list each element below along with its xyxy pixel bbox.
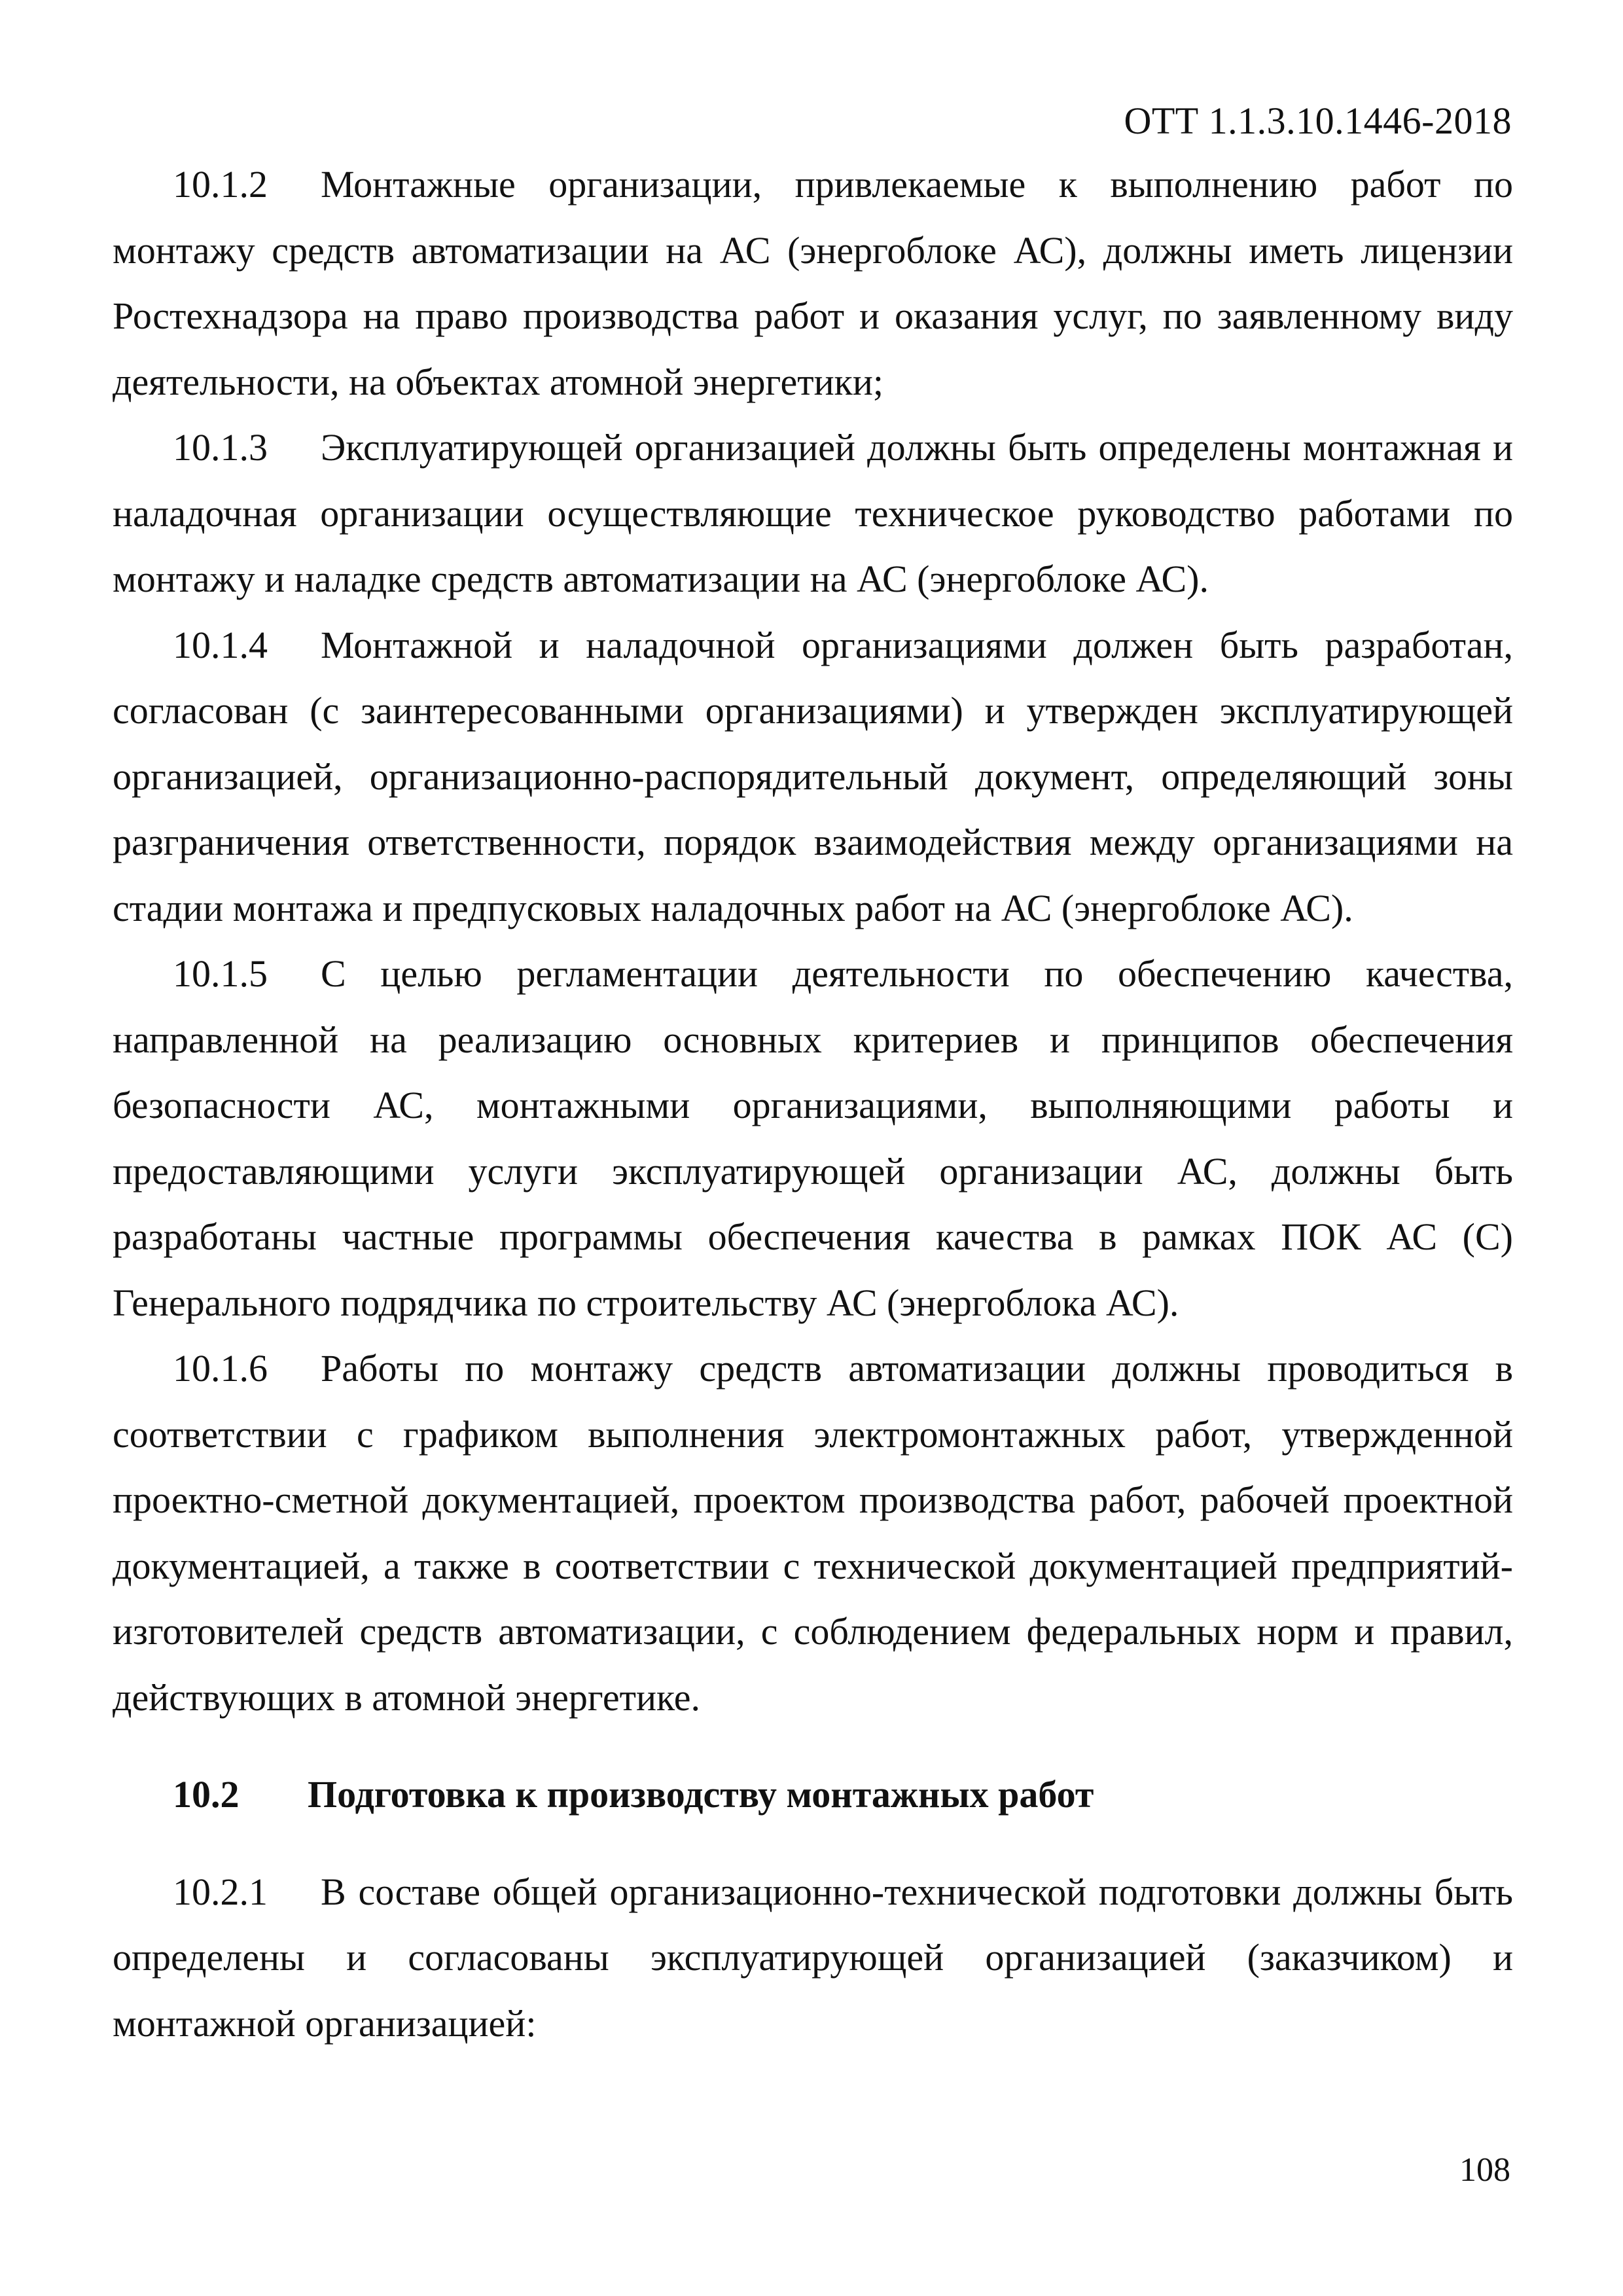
document-code: ОТТ 1.1.3.10.1446-2018 [1124,99,1512,142]
paragraph-number: 10.2.1 [173,1870,268,1913]
paragraph-number: 10.1.4 [173,623,268,666]
paragraph-text: С целью регламентации деятельности по обеспечению качества, направленной на реализацию основных критериев и принципов обеспечения безопасности АС, монтажными организациями, выполняющими работы и предоставляющими услуги эксплуатирующей организации АС, должны быть разработаны частные программы обеспечения качества в рамках ПОК АС (С) Генерального подрядчика по строительству АС (энергоблока АС). [113,952,1513,1324]
paragraph-10-1-5 [113,941,1513,1336]
paragraph-10-1-4 [113,613,1513,942]
section-number: 10.2 [173,1773,240,1816]
paragraph-text: Эксплуатирующей организацией должны быть определены монтажная и наладочная организации осуществляющие техническое руководство работами по монтажу и наладке средств автоматизации на АС (энергоблоке АС). [113,426,1513,600]
paragraph-number: 10.1.3 [173,426,268,469]
section-heading-10-2 [113,1731,1513,1859]
paragraph-number: 10.1.5 [173,952,268,995]
page-number: 108 [1459,2151,1510,2189]
paragraph-text: В составе общей организационно-технической подготовки должны быть определены и согласованы эксплуатирующей организацией (заказчиком) и монтажной организацией: [113,1870,1513,2045]
paragraph-10-1-3 [113,415,1513,613]
paragraph-10-1-2 [113,152,1513,415]
paragraph-10-1-6 [113,1336,1513,1731]
paragraph-number: 10.1.6 [173,1347,268,1390]
paragraph-text: Работы по монтажу средств автоматизации должны проводиться в соответствии с графиком выполнения электромонтажных работ, утвержденной проектно-сметной документацией, проектом производства работ, рабочей проектной документацией, а также в соответствии с технической документацией предприятий-изготовителей средств автоматизации, с соблюдением федеральных норм и правил, действующих в атомной энергетике. [113,1347,1513,1719]
paragraph-text: Монтажной и наладочной организациями должен быть разработан, согласован (с заинтересованными организациями) и утвержден эксплуатирующей организацией, организационно-распорядительный документ, определяющий зоны разграничения ответственности, порядок взаимодействия между организациями на стадии монтажа и предпусковых наладочных работ на АС (энергоблоке АС). [113,623,1513,929]
paragraph-text: Монтажные организации, привлекаемые к выполнению работ по монтажу средств автоматизации на АС (энергоблоке АС), должны иметь лицензии Ростехнадзора на право производства работ и оказания услуг, по заявленному виду деятельности, на объектах атомной энергетики; [113,163,1513,403]
paragraph-10-2-1 [113,1859,1513,2057]
section-title: Подготовка к производству монтажных работ [308,1773,1094,1816]
document-body [113,152,1513,2056]
paragraph-number: 10.1.2 [173,163,268,206]
